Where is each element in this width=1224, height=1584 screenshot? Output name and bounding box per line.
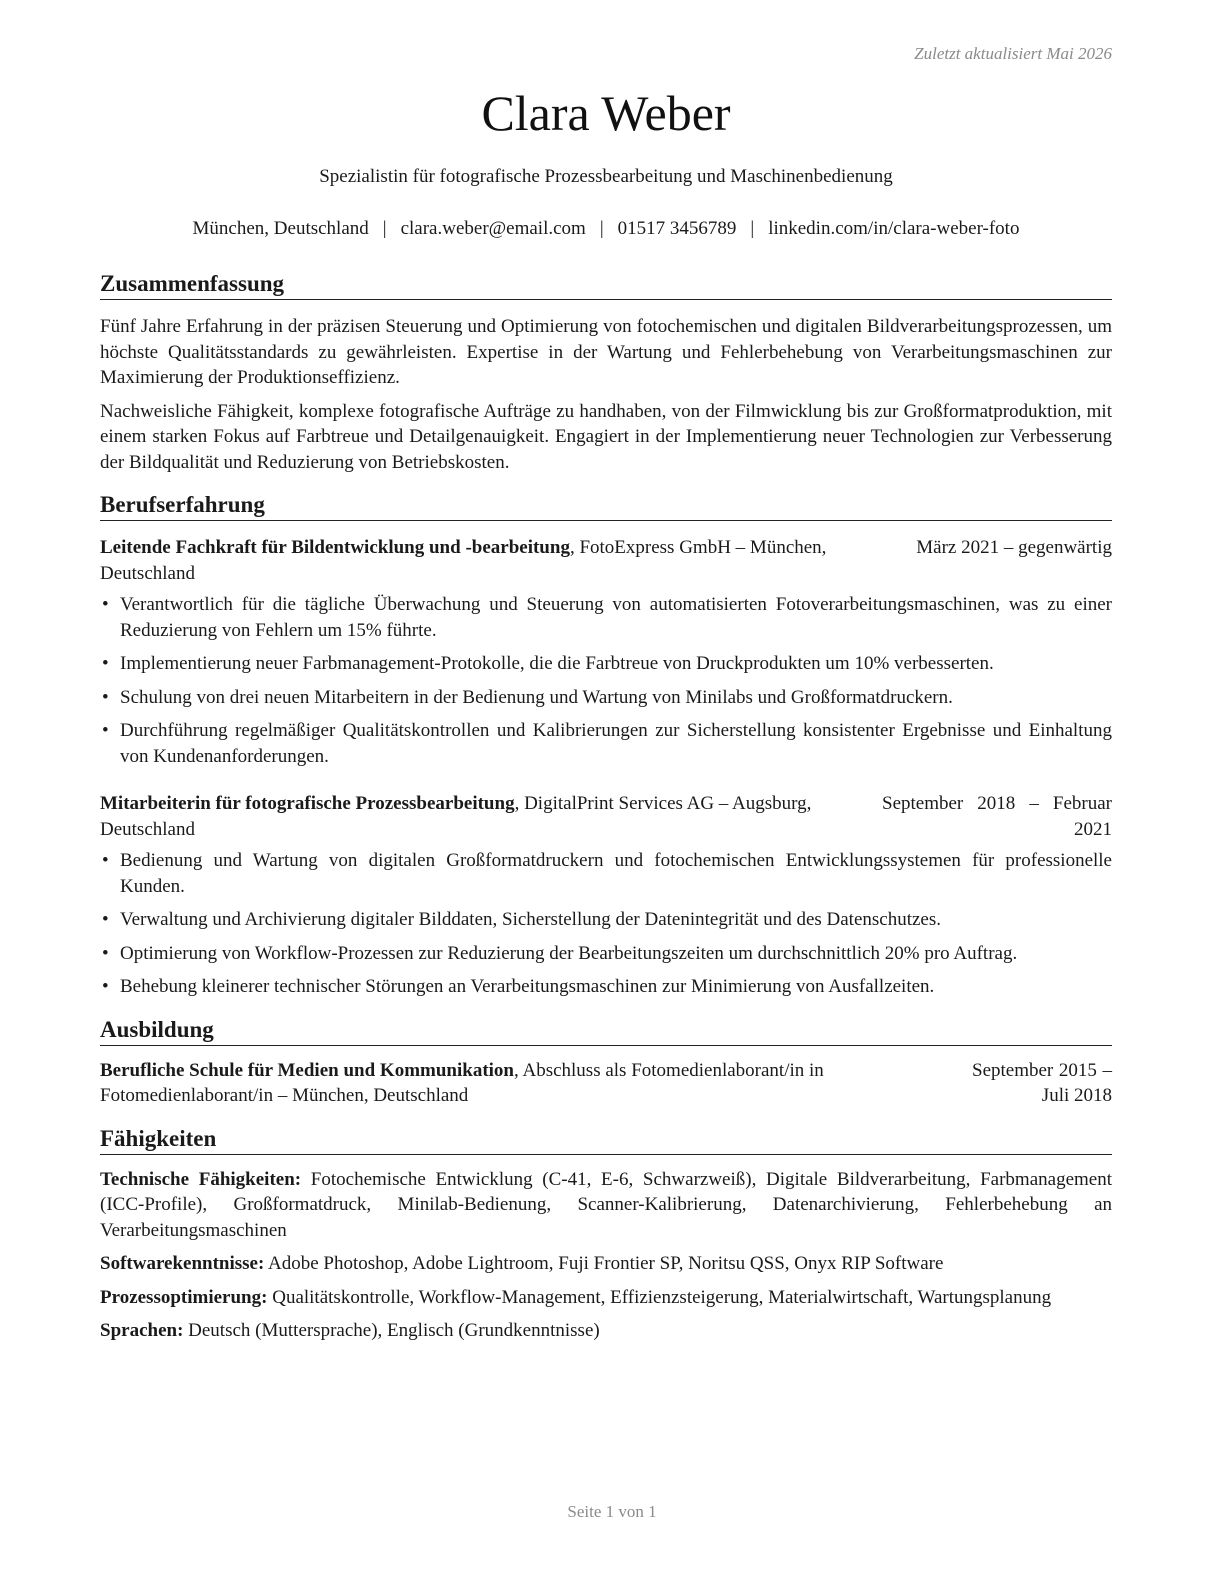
- contact-separator: |: [750, 218, 755, 239]
- summary-paragraph: Nachweisliche Fähigkeit, komplexe fotografische Aufträge zu handhaben, von der Filmwicklung bis zur Großformatproduktion, mit einem starken Fokus auf Farbtreue und Detailgenauigkeit. Engagiert in der Implementierung neuer Technologien zur Verbesserung der Bildqualität und Reduzierung von Betriebskosten.: [100, 400, 1112, 473]
- job-title: Leitende Fachkraft für Bildentwicklung und -bearbeitung: [100, 537, 570, 558]
- candidate-name: Clara Weber: [481, 85, 731, 141]
- contact-separator: |: [382, 218, 387, 239]
- resume-content: [100, 270, 1112, 1360]
- section-heading: Zusammenfassung: [100, 270, 1112, 300]
- bullet-item: • Optimierung von Workflow-Prozessen zur Reduzierung der Bearbeitungszeiten um durchschnittlich 20% pro Auftrag.: [100, 941, 1112, 967]
- job-company: , FotoExpress GmbH – München, Deutschland: [100, 537, 827, 584]
- headline: Spezialistin für fotografische Prozessbearbeitung und Maschinenbedienung: [319, 166, 893, 187]
- job-header: [100, 791, 1112, 842]
- skill-label: Prozessoptimierung:: [100, 1286, 268, 1308]
- contact-line: [100, 218, 1112, 240]
- job-bullets: [100, 848, 1112, 1000]
- education-detail: , Abschluss als Fotomedienlaborant/in in Fotomedienlaborant/in – München, Deutschland: [100, 1059, 824, 1106]
- summary-section: [100, 270, 1112, 475]
- job-dates: März 2021 – gegenwärtig: [916, 537, 1112, 558]
- section-heading: Berufserfahrung: [100, 491, 1112, 521]
- section-heading: Fähigkeiten: [100, 1125, 1112, 1155]
- job-title-line: [100, 791, 882, 842]
- education-entry: [100, 1058, 1112, 1109]
- contact-separator: |: [599, 218, 604, 239]
- job-header: [100, 535, 1112, 586]
- bullet-item: • Durchführung regelmäßiger Qualitätskontrollen und Kalibrierungen zur Sicherstellung konsistenter Ergebnisse und Einhaltung von Kundenanforderungen.: [100, 718, 1112, 769]
- contact-linkedin[interactable]: linkedin.com/in/clara-weber-foto: [768, 218, 1020, 239]
- bullet-item: • Verwaltung und Archivierung digitaler Bilddaten, Sicherstellung der Datenintegrität und des Datenschutzes.: [100, 907, 1112, 933]
- job-entry: [100, 535, 1112, 769]
- job-bullets: [100, 592, 1112, 769]
- contact-email[interactable]: clara.weber@email.com: [400, 218, 586, 239]
- education-section: [100, 1016, 1112, 1109]
- section-heading: Ausbildung: [100, 1016, 1112, 1046]
- skill-row: [100, 1251, 1112, 1277]
- skill-row: [100, 1167, 1112, 1244]
- skill-value: Deutsch (Muttersprache), Englisch (Grundkenntnisse): [183, 1320, 600, 1341]
- skill-value: Adobe Photoshop, Adobe Lightroom, Fuji Frontier SP, Noritsu QSS, Onyx RIP Software: [264, 1253, 944, 1274]
- skill-label: Softwarekenntnisse:: [100, 1253, 265, 1274]
- job-title: Mitarbeiterin für fotografische Prozessbearbeitung: [100, 793, 515, 814]
- job-company: , DigitalPrint Services AG – Augsburg, Deutschland: [100, 793, 812, 840]
- bullet-item: • Behebung kleinerer technischer Störungen an Verarbeitungsmaschinen zur Minimierung von Ausfallzeiten.: [100, 974, 1112, 1000]
- summary-paragraph: Fünf Jahre Erfahrung in der präzisen Steuerung und Optimierung von fotochemischen und digitalen Bildverarbeitungsprozessen, um höchste Qualitätsstandards zu gewährleisten. Expertise in der Wartung und Fehlerbehebung von Verarbeitungsmaschinen zur Maximierung der Produktionseffizienz.: [100, 316, 1112, 388]
- skill-row: [100, 1318, 1112, 1344]
- school-name: Berufliche Schule für Medien und Kommunikation: [100, 1059, 515, 1081]
- experience-section: [100, 491, 1112, 1000]
- job-title-line: [100, 535, 916, 586]
- contact-phone: 01517 3456789: [617, 218, 737, 239]
- job-entry: [100, 791, 1112, 1000]
- education-line: [100, 1058, 972, 1109]
- skill-label: Sprachen:: [100, 1320, 184, 1341]
- last-updated: Zuletzt aktualisiert Mai 2026: [914, 44, 1112, 63]
- skill-value: Qualitätskontrolle, Workflow-Management, Effizienzsteigerung, Materialwirtschaft, Wartungsplanung: [267, 1286, 1052, 1308]
- bullet-item: • Implementierung neuer Farbmanagement-Protokolle, die die Farbtreue von Druckprodukten um 10% verbesserten.: [100, 651, 1112, 677]
- bullet-item: • Schulung von drei neuen Mitarbeitern in der Bedienung und Wartung von Minilabs und Großformatdruckern.: [100, 685, 1112, 711]
- contact-location: München, Deutschland: [192, 218, 369, 239]
- page-footer: Seite 1 von 1: [567, 1502, 657, 1521]
- bullet-item: • Bedienung und Wartung von digitalen Großformatdruckern und fotochemischen Entwicklungssystemen für professionelle Kunden.: [100, 848, 1112, 899]
- skill-label: Technische Fähigkeiten:: [100, 1168, 302, 1190]
- skill-row: [100, 1285, 1112, 1311]
- bullet-item: • Verantwortlich für die tägliche Überwachung und Steuerung von automatisierten Fotoverarbeitungsmaschinen, was zu einer Reduzierung von Fehlern um 15% führte.: [100, 592, 1112, 643]
- skills-section: [100, 1125, 1112, 1344]
- education-dates: September 2015 – Juli 2018: [972, 1059, 1112, 1106]
- job-dates: September 2018 – Februar 2021: [882, 793, 1112, 840]
- skill-value: Fotochemische Entwicklung (C-41, E-6, Schwarzweiß), Digitale Bildverarbeitung, Farbmanagement (ICC-Profile), Großformatdruck, Minilab-Bedienung, Scanner-Kalibrierung, Datenarchivierung, Fehlerbehebung an Verarbeitungsmaschinen: [100, 1168, 1112, 1241]
